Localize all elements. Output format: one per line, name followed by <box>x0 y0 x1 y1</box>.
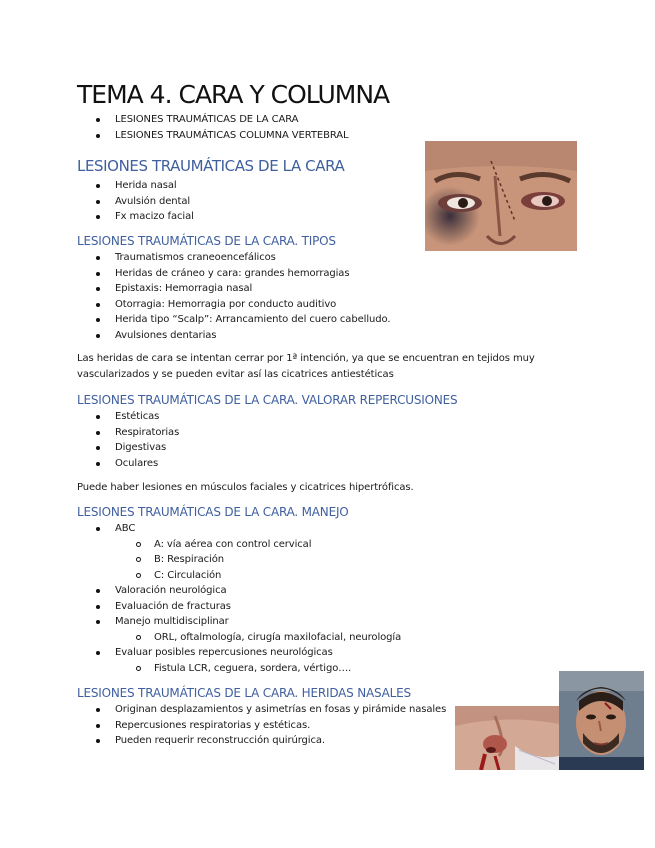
list-item: Manejo multidisciplinar <box>77 614 401 630</box>
sub-list-item: ORL, oftalmología, cirugía maxilofacial, neurología <box>77 630 401 646</box>
list-item: Avulsiones dentarias <box>77 328 390 344</box>
list-item: LESIONES TRAUMÁTICAS COLUMNA VERTEBRAL <box>77 128 349 144</box>
section-heading-heridas-nasales: LESIONES TRAUMÁTICAS DE LA CARA. HERIDAS NASALES <box>77 686 411 700</box>
list-item: Herida tipo “Scalp”: Arrancamiento del cuero cabelludo. <box>77 312 390 328</box>
list-item: Repercusiones respiratorias y estéticas. <box>77 718 446 734</box>
paragraph-lesiones-musculos: Puede haber lesiones en músculos faciales y cicatrices hipertróficas. <box>77 482 414 493</box>
section-heading-manejo: LESIONES TRAUMÁTICAS DE LA CARA. MANEJO <box>77 505 349 519</box>
sub-list-item: A: vía aérea con control cervical <box>77 537 401 553</box>
lesiones-list <box>77 178 194 225</box>
list-item: Evaluar posibles repercusiones neurológicas <box>77 645 401 661</box>
list-item: Evaluación de fracturas <box>77 599 401 615</box>
intro-list <box>77 112 349 143</box>
list-item: Oculares <box>77 456 179 472</box>
section-heading-lesiones: LESIONES TRAUMÁTICAS DE LA CARA <box>77 157 345 175</box>
facial-injury-photo <box>559 671 644 770</box>
list-item: Digestivas <box>77 440 179 456</box>
page-title: TEMA 4. CARA Y COLUMNA <box>77 80 390 109</box>
sub-list-item: Fistula LCR, ceguera, sordera, vértigo…. <box>77 661 401 677</box>
repercusiones-list <box>77 409 179 471</box>
injured-eyes-photo <box>425 141 577 251</box>
manejo-list <box>77 521 401 676</box>
paragraph-line: Las heridas de cara se intentan cerrar por 1ª intención, ya que se encuentran en tejidos muy <box>77 353 535 364</box>
sub-list-item: B: Respiración <box>77 552 401 568</box>
list-item: ABC <box>77 521 401 537</box>
list-item: Pueden requerir reconstrucción quirúrgica. <box>77 733 446 749</box>
tipos-list <box>77 250 390 343</box>
paragraph-line: vascularizados y se pueden evitar así las cicatrices antiestéticas <box>77 369 394 380</box>
list-item: Heridas de cráneo y cara: grandes hemorragias <box>77 266 390 282</box>
heridas-nasales-list <box>77 702 446 749</box>
sub-list-item: C: Circulación <box>77 568 401 584</box>
list-item: Epistaxis: Hemorragia nasal <box>77 281 390 297</box>
list-item: Respiratorias <box>77 425 179 441</box>
list-item: Originan desplazamientos y asimetrías en fosas y pirámide nasales <box>77 702 446 718</box>
list-item: Herida nasal <box>77 178 194 194</box>
list-item: Avulsión dental <box>77 194 194 210</box>
list-item: Traumatismos craneoencefálicos <box>77 250 390 266</box>
nose-wound-photo <box>455 706 559 770</box>
list-item: Fx macizo facial <box>77 209 194 225</box>
list-item: Otorragia: Hemorragia por conducto auditivo <box>77 297 390 313</box>
section-heading-tipos: LESIONES TRAUMÁTICAS DE LA CARA. TIPOS <box>77 234 336 248</box>
list-item: LESIONES TRAUMÁTICAS DE LA CARA <box>77 112 349 128</box>
list-item: Valoración neurológica <box>77 583 401 599</box>
section-heading-repercusiones: LESIONES TRAUMÁTICAS DE LA CARA. VALORAR REPERCUSIONES <box>77 393 458 407</box>
paragraph-heridas <box>77 351 547 383</box>
list-item: Estéticas <box>77 409 179 425</box>
